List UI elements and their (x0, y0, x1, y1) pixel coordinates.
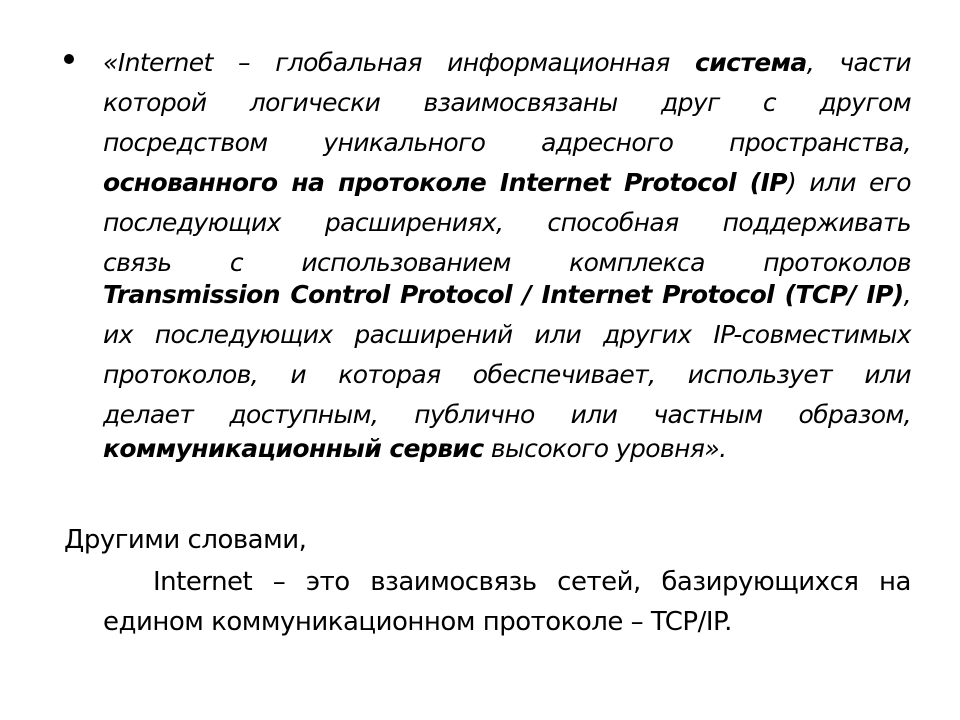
definition-line (103, 315, 911, 355)
definition-line (103, 83, 911, 123)
text-segment: высокого уровня». (483, 434, 727, 463)
text-segment: связь с использованием комплекса протоколов (103, 248, 911, 277)
text-segment: ) или его (787, 168, 911, 197)
text-segment: посредством уникального адресного пространства, (103, 128, 911, 157)
text-segment: протоколов, и которая обеспечивает, использует или (103, 360, 911, 389)
bold-text-segment: коммуникационный сервис (103, 434, 484, 463)
definition-line (103, 43, 911, 83)
bullet-point (64, 54, 74, 64)
definition-line (103, 163, 911, 203)
bold-text-segment: Transmission Control Protocol / Internet Protocol (TCP/ IP) (103, 280, 904, 309)
text-segment: , (903, 280, 911, 309)
text-segment: которой логически взаимосвязаны друг с другом (103, 88, 911, 117)
definition-line (103, 123, 911, 163)
bold-text-segment: система (694, 48, 807, 77)
definition-line (103, 203, 911, 243)
definition-line (103, 275, 911, 315)
text-segment: делает доступным, публично или частным образом, (103, 400, 911, 429)
conclusion-line-2: едином коммуникационном протоколе – TCP/IP. (103, 607, 732, 637)
text-segment: «Internet – глобальная информационная (103, 48, 695, 77)
in-other-words-text: Другими словами, (64, 525, 307, 555)
text-segment: , части (806, 48, 912, 77)
definition-line (103, 355, 911, 395)
definition-line (103, 429, 911, 469)
conclusion-line-1: Internet – это взаимосвязь сетей, базирующихся на (153, 567, 911, 597)
bold-text-segment: основанного на протоколе Internet Protocol (IP (103, 168, 788, 197)
text-segment: их последующих расширений или других IP-совместимых (103, 320, 911, 349)
text-segment: последующих расширениях, способная поддерживать (103, 208, 911, 237)
